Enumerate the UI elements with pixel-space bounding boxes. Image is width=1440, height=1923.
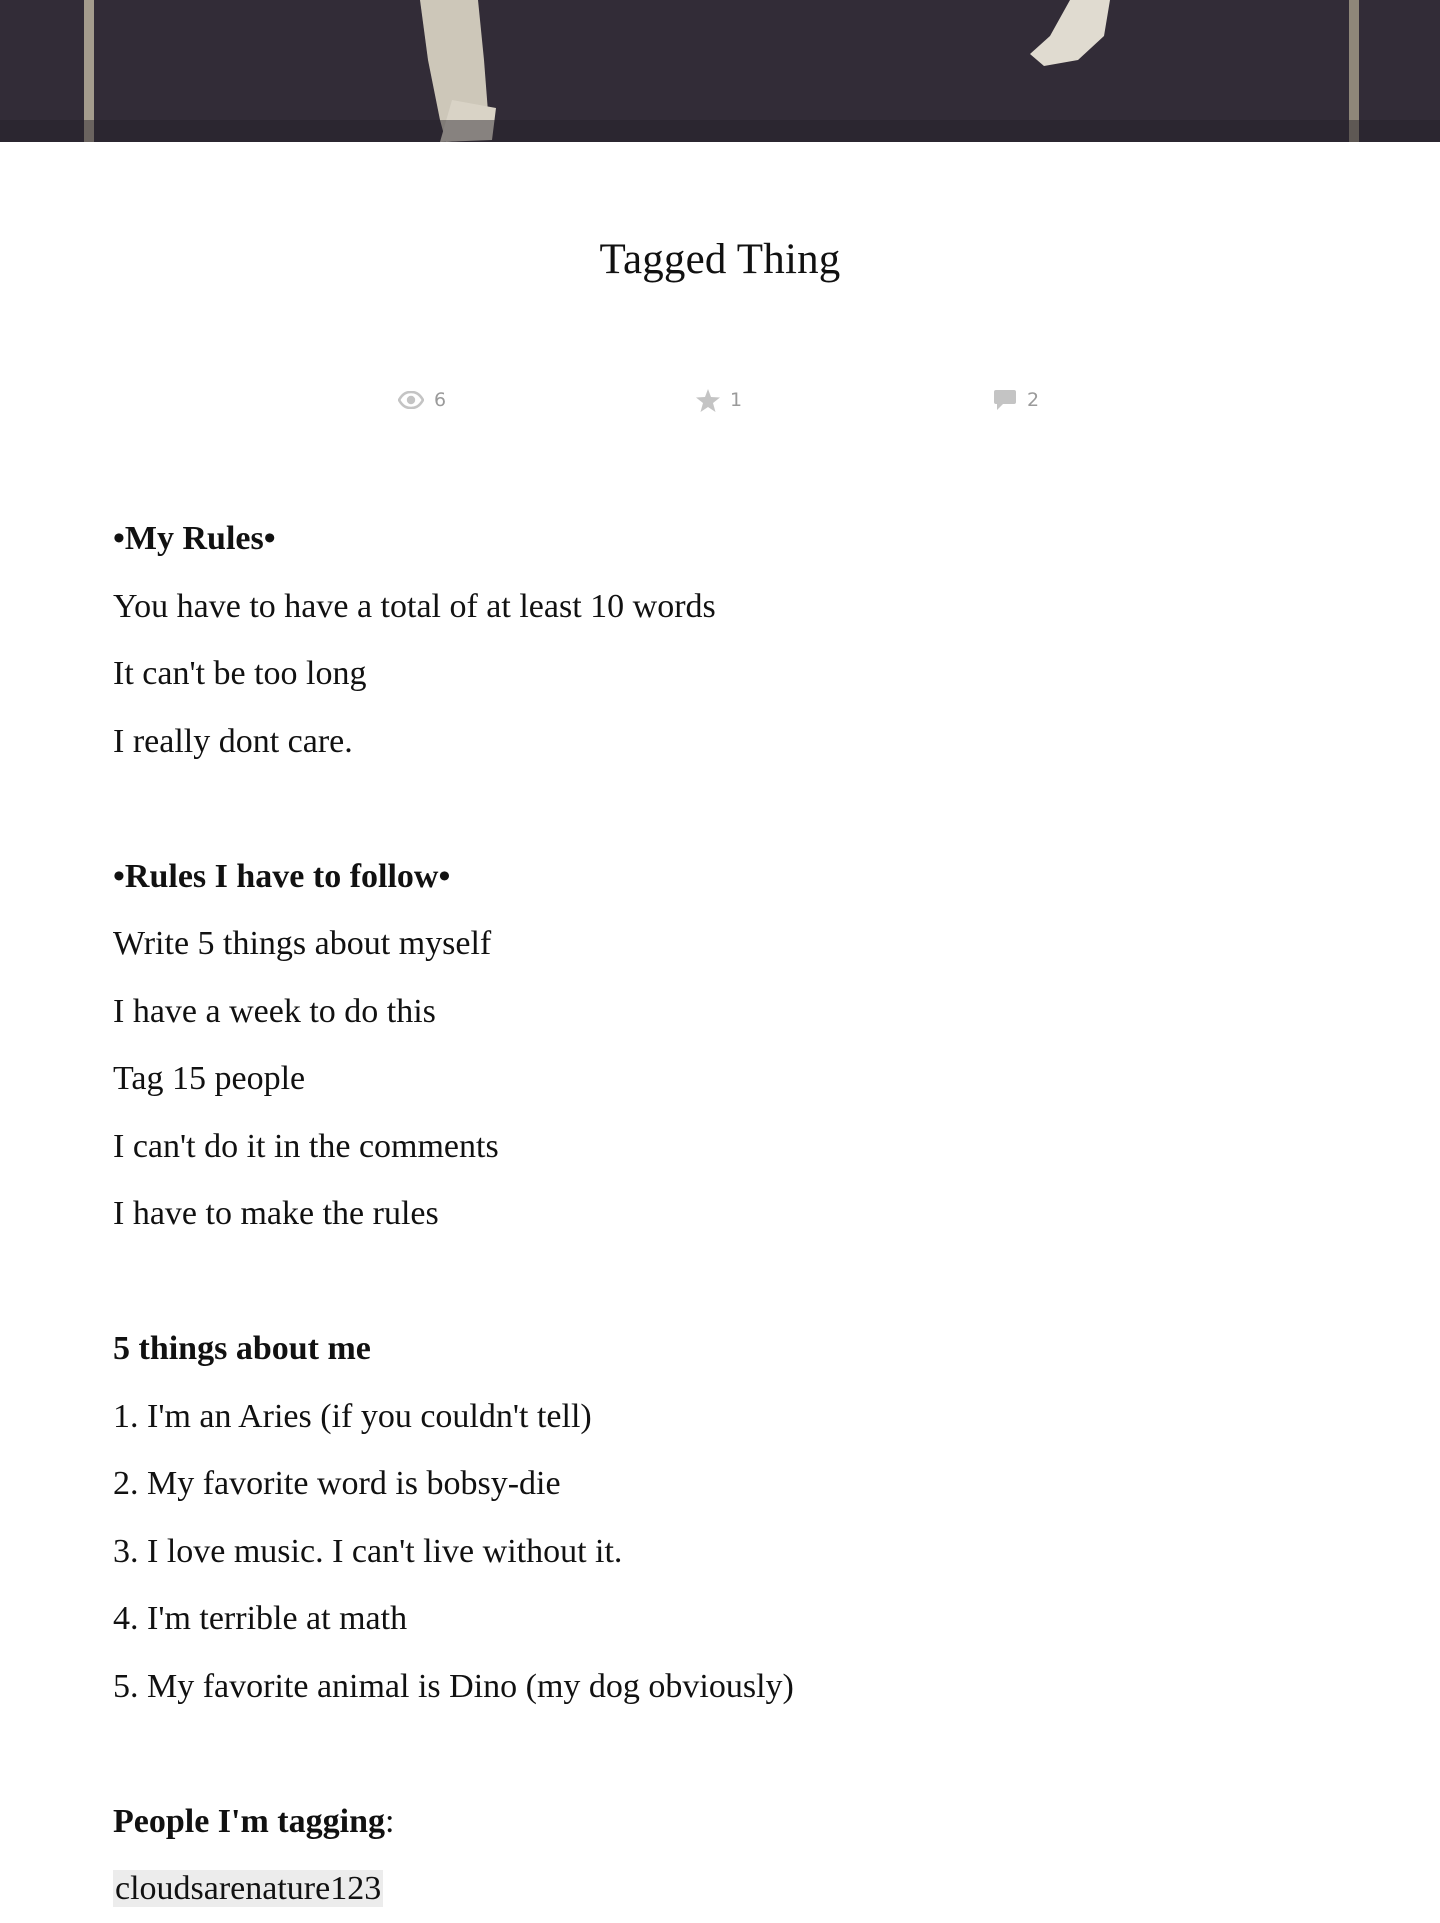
votes-stat[interactable] (696, 385, 742, 415)
story-stats (0, 385, 1440, 415)
blank-line (113, 1248, 1333, 1316)
comments-count: 2 (1027, 389, 1040, 411)
star-icon (696, 389, 720, 412)
paragraph: You have to have a total of at least 10 words (113, 587, 716, 625)
paragraph: I have a week to do this (113, 992, 436, 1030)
comments-stat[interactable] (993, 385, 1039, 415)
user-mention[interactable]: cloudsarenature123 (115, 1870, 382, 1907)
views-count: 6 (434, 389, 447, 411)
comment-icon (993, 389, 1017, 412)
votes-count: 1 (730, 389, 743, 411)
eye-icon (398, 391, 424, 409)
story-body (113, 505, 1333, 1923)
paragraph: Write 5 things about myself (113, 925, 492, 962)
section-heading-tagging (113, 1788, 1333, 1856)
paragraph: 1. I'm an Aries (if you couldn't tell) (113, 1397, 592, 1435)
paragraph: I have to make the rules (113, 1195, 439, 1232)
paragraph: I can't do it in the comments (113, 1127, 499, 1165)
section-heading-rules-to-follow: •Rules I have to follow• (113, 857, 451, 895)
paragraph: 5. My favorite animal is Dino (my dog obviously) (113, 1667, 794, 1705)
paragraph: I really dont care. (113, 722, 353, 760)
paragraph: 2. My favorite word is bobsy-die (113, 1465, 561, 1502)
paragraph: Tag 15 people (113, 1060, 306, 1097)
tagging-heading-text: People I'm tagging (113, 1802, 385, 1840)
section-heading-five-things: 5 things about me (113, 1330, 371, 1367)
blank-line (113, 775, 1333, 843)
story-title: Tagged Thing (599, 236, 841, 283)
blank-line (113, 1720, 1333, 1788)
cover-image (0, 0, 1440, 142)
cover-photo (0, 0, 1440, 142)
paragraph: 4. I'm terrible at math (113, 1600, 408, 1637)
paragraph: 3. I love music. I can't live without it. (113, 1532, 623, 1570)
section-heading-my-rules: •My Rules• (113, 520, 276, 557)
paragraph: It can't be too long (113, 655, 367, 692)
paragraph (113, 1855, 1333, 1923)
views-stat (398, 385, 446, 415)
tagging-heading-colon: : (384, 1802, 395, 1840)
